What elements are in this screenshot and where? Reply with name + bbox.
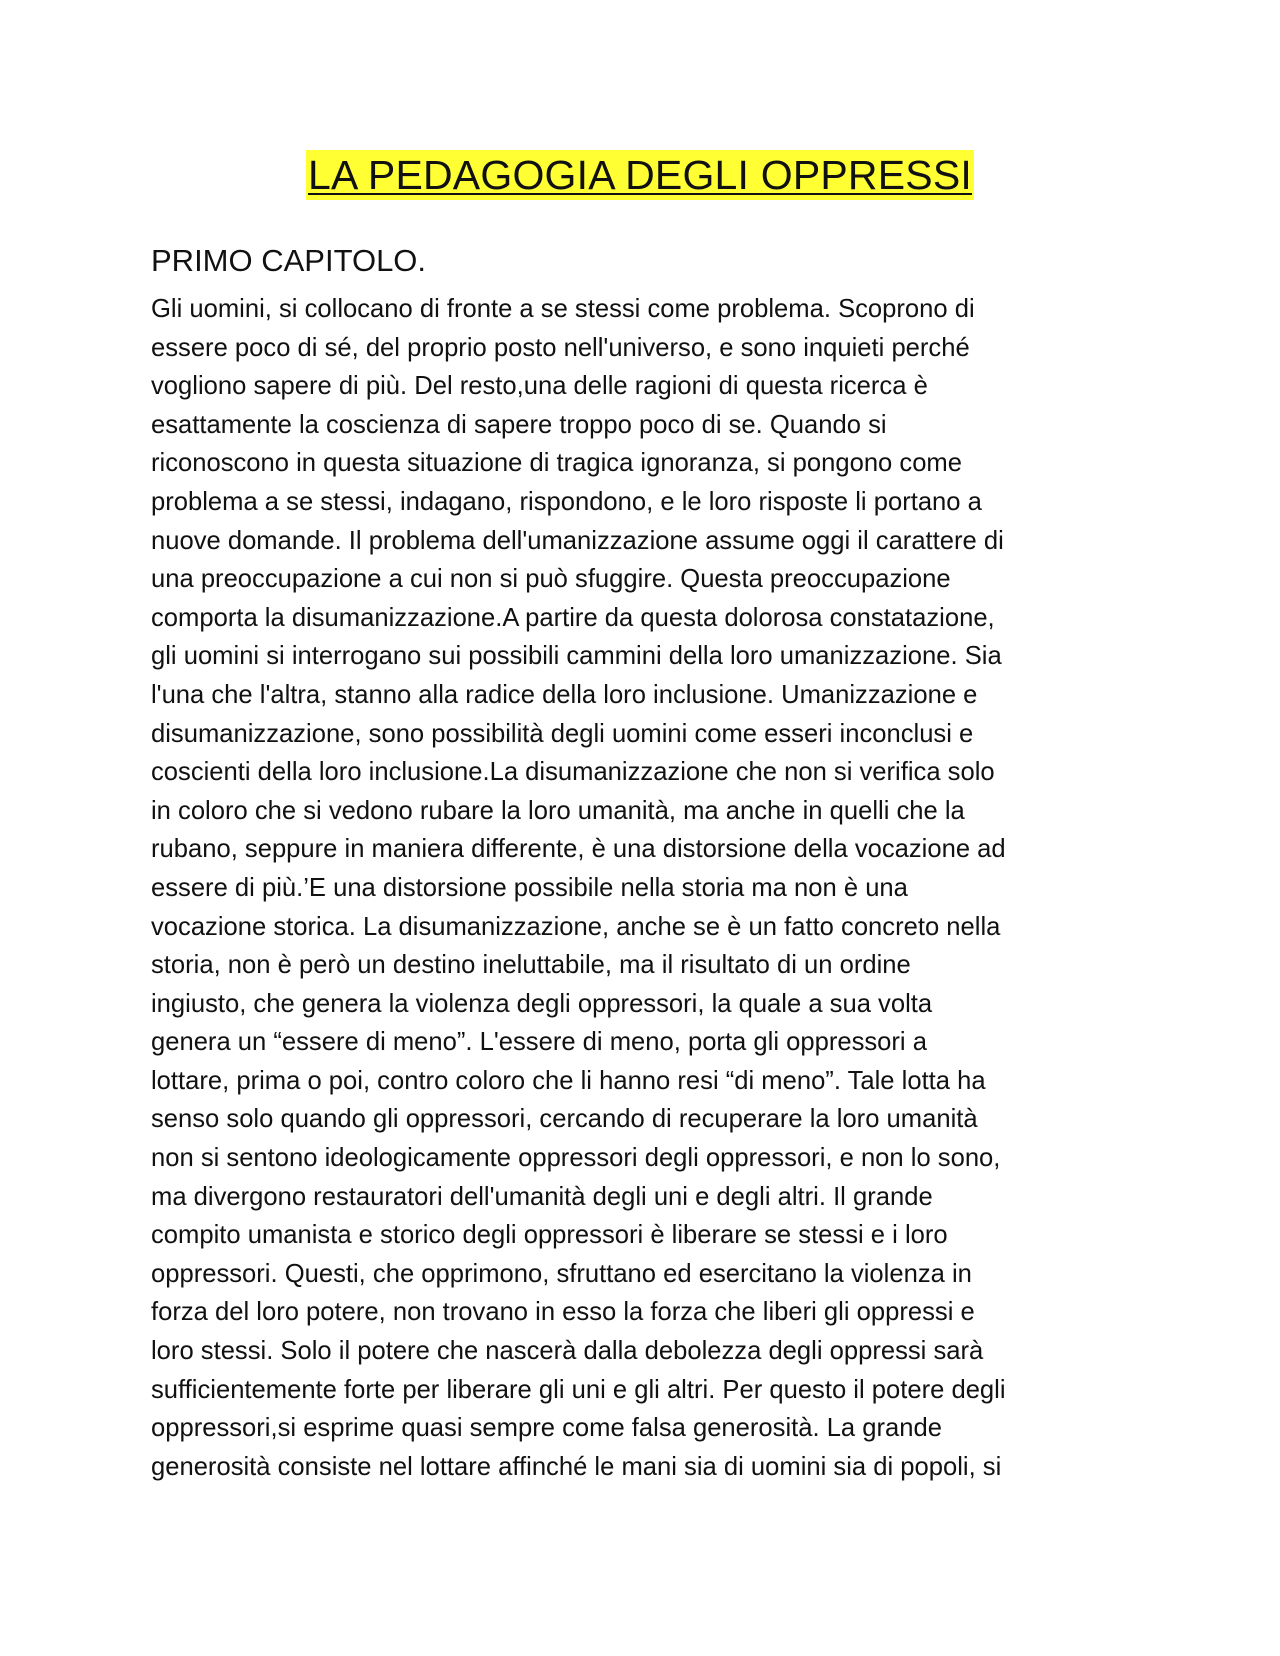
text-line: in coloro che si vedono rubare la loro umanità, ma anche in quelli che la	[151, 796, 965, 825]
text-line: esattamente la coscienza di sapere troppo poco di se. Quando si	[151, 410, 887, 439]
body-paragraph	[151, 290, 1143, 1486]
text-line: ingiusto, che genera la violenza degli oppressori, la quale a sua volta	[151, 989, 933, 1018]
text-line: genera un “essere di meno”. L'essere di meno, porta gli oppressori a	[151, 1028, 927, 1057]
text-line: essere di più.’E una distorsione possibile nella storia ma non è una	[151, 873, 908, 902]
text-line: sufficientemente forte per liberare gli uni e gli altri. Per questo il potere degli	[151, 1375, 1006, 1404]
text-line: forza del loro potere, non trovano in esso la forza che liberi gli oppressi e	[151, 1298, 975, 1327]
title-container	[0, 150, 1280, 200]
text-line: senso solo quando gli oppressori, cercando di recuperare la loro umanità	[151, 1105, 978, 1134]
text-line: gli uomini si interrogano sui possibili cammini della loro umanizzazione. Sia	[151, 642, 1002, 671]
text-line: rubano, seppure in maniera differente, è una distorsione della vocazione ad	[151, 835, 1006, 864]
text-line: Gli uomini, si collocano di fronte a se stessi come problema. Scoprono di	[151, 295, 975, 323]
text-line: oppressori,si esprime quasi sempre come falsa generosità. La grande	[151, 1414, 942, 1443]
text-line: disumanizzazione, sono possibilità degli uomini come esseri inconclusi e	[151, 719, 974, 748]
text-line: vogliono sapere di più. Del resto,una delle ragioni di questa ricerca è	[151, 372, 928, 401]
text-line: coscienti della loro inclusione.La disumanizzazione che non si verifica solo	[151, 758, 995, 787]
text-line: loro stessi. Solo il potere che nascerà dalla debolezza degli oppressi sarà	[151, 1337, 984, 1366]
text-line: storia, non è però un destino ineluttabile, ma il risultato di un ordine	[151, 951, 911, 980]
text-line: vocazione storica. La disumanizzazione, anche se è un fatto concreto nella	[151, 912, 1001, 941]
text-line: oppressori. Questi, che opprimono, sfruttano ed esercitano la violenza in	[151, 1259, 972, 1288]
text-line: problema a se stessi, indagano, rispondono, e le loro risposte li portano a	[151, 487, 982, 516]
text-line: essere poco di sé, del proprio posto nell'universo, e sono inquieti perché	[151, 333, 970, 362]
text-line: compito umanista e storico degli oppressori è liberare se stessi e i loro	[151, 1221, 948, 1250]
text-line: ma divergono restauratori dell'umanità degli uni e degli altri. Il grande	[151, 1182, 933, 1211]
text-line: generosità consiste nel lottare affinché le mani sia di uomini sia di popoli, si	[151, 1452, 1002, 1481]
document-title: LA PEDAGOGIA DEGLI OPPRESSI	[308, 152, 972, 198]
chapter-heading: PRIMO CAPITOLO.	[151, 243, 427, 278]
text-line: riconoscono in questa situazione di tragica ignoranza, si pongono come	[151, 449, 962, 478]
text-line: nuove domande. Il problema dell'umanizzazione assume oggi il carattere di	[151, 526, 1004, 555]
text-line: lottare, prima o poi, contro coloro che li hanno resi “di meno”. Tale lotta ha	[151, 1066, 986, 1095]
text-line: non si sentono ideologicamente oppressori degli oppressori, e non lo sono,	[151, 1144, 1001, 1173]
text-line: una preoccupazione a cui non si può sfuggire. Questa preoccupazione	[151, 565, 951, 594]
text-line: l'una che l'altra, stanno alla radice della loro inclusione. Umanizzazione e	[151, 680, 978, 709]
text-line: comporta la disumanizzazione.A partire da questa dolorosa constatazione,	[151, 603, 995, 632]
